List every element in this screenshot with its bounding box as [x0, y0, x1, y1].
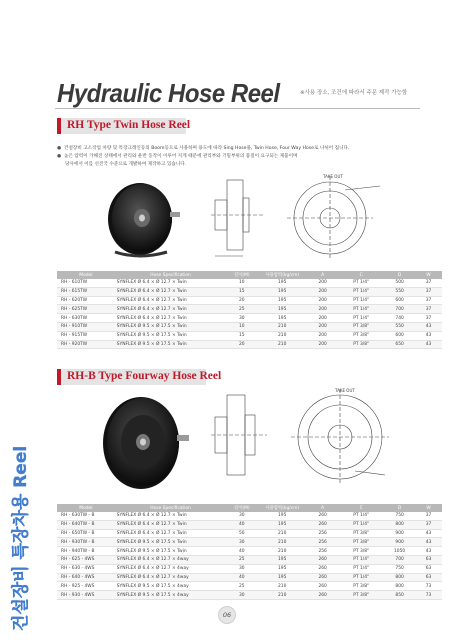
table-cell: 30: [226, 538, 257, 547]
table-cell: PT 1/4": [338, 314, 384, 323]
column-header: A: [307, 504, 338, 512]
table-cell: PT 3/8": [338, 340, 384, 349]
table-row: [57, 314, 442, 323]
table-cell: RH - 910TW: [57, 322, 115, 331]
column-header: C: [338, 504, 384, 512]
page-title: Hydraulic Hose Reel: [57, 78, 280, 108]
table-cell: 210: [257, 547, 307, 556]
table-cell: SYNFLEX Ø 6.4 × Ø 12.7 × Twin: [115, 520, 227, 529]
table-cell: 260: [307, 591, 338, 600]
table-cell: PT 1/4": [338, 512, 384, 520]
table-cell: 260: [307, 573, 338, 582]
table-cell: SYNFLEX Ø 6.4 × Ø 12.7 × Twin: [115, 296, 227, 305]
column-header: Hose Specification: [115, 504, 227, 512]
table-cell: 800: [384, 582, 415, 591]
column-header: Hose Specification: [115, 271, 227, 279]
table-row: [57, 591, 442, 600]
table-cell: 73: [415, 591, 442, 600]
table-cell: 40: [226, 520, 257, 529]
table-header-row: [57, 504, 442, 512]
table-cell: 210: [257, 582, 307, 591]
take-out-label: TAKE OUT: [323, 174, 343, 179]
table-cell: 210: [257, 538, 307, 547]
table-cell: 200: [307, 279, 338, 287]
table-cell: 30: [226, 314, 257, 323]
table-row: [57, 538, 442, 547]
table-row: [57, 547, 442, 556]
table-cell: 37: [415, 279, 442, 287]
table-cell: SYNFLEX Ø 6.4 × Ø 12.7 × 4way: [115, 573, 227, 582]
table-cell: 850: [384, 591, 415, 600]
table-cell: 900: [384, 538, 415, 547]
table-cell: 50: [226, 529, 257, 538]
table-cell: 260: [307, 564, 338, 573]
column-header: 길이(M): [226, 271, 257, 279]
description-line: ● 건설장비 고소작업 차량 및 특장크레인등의 Boom등으로 사용하며 용도에 따라 Sing Hose용, Twin Hose, Four Way Hose로 나뉘어 집니다.: [57, 146, 350, 151]
table-cell: 800: [384, 573, 415, 582]
side-category-label: 건설장비 특장차용 Reel: [11, 445, 31, 631]
table-row: [57, 529, 442, 538]
table-cell: PT 1/4": [338, 279, 384, 287]
table-cell: PT 3/8": [338, 582, 384, 591]
table-cell: 260: [307, 582, 338, 591]
table-cell: 500: [384, 279, 415, 287]
table-cell: 195: [257, 564, 307, 573]
table-cell: 750: [384, 564, 415, 573]
table-cell: RH - 610TW: [57, 279, 115, 287]
table-cell: 43: [415, 322, 442, 331]
table-cell: SYNFLEX Ø 6.4 × Ø 12.7 × Twin: [115, 512, 227, 520]
table-cell: PT 1/4": [338, 287, 384, 296]
table-cell: SYNFLEX Ø 6.4 × Ø 12.7 × 4way: [115, 564, 227, 573]
table-cell: 256: [307, 547, 338, 556]
table-cell: 260: [307, 555, 338, 564]
table-cell: 195: [257, 287, 307, 296]
table-row: [57, 287, 442, 296]
table-cell: PT 3/8": [338, 331, 384, 340]
table-cell: RH - 625 - 4WS: [57, 555, 115, 564]
table-cell: 20: [226, 296, 257, 305]
table-cell: 1050: [384, 547, 415, 556]
side-category-text: [4, 395, 34, 635]
table-cell: 25: [226, 305, 257, 314]
bullet-icon: ●: [57, 154, 62, 159]
table-cell: 210: [257, 529, 307, 538]
table-cell: 37: [415, 305, 442, 314]
table-cell: RH - 930TW - B: [57, 538, 115, 547]
table-cell: SYNFLEX Ø 9.5 × Ø 17.5 × Twin: [115, 331, 227, 340]
title-divider: [55, 108, 420, 109]
section-heading-fourway: [57, 369, 222, 385]
table-cell: 195: [257, 573, 307, 582]
table-cell: 740: [384, 314, 415, 323]
table-cell: PT 3/8": [338, 529, 384, 538]
fourway-spec-body: [57, 512, 442, 599]
table-cell: 195: [257, 314, 307, 323]
section-heading-twin: [57, 118, 191, 134]
table-cell: 37: [415, 287, 442, 296]
table-cell: 43: [415, 538, 442, 547]
table-cell: PT 3/8": [338, 547, 384, 556]
table-cell: 30: [226, 512, 257, 520]
table-cell: SYNFLEX Ø 9.5 × Ø 17.5 × Twin: [115, 538, 227, 547]
table-cell: 550: [384, 322, 415, 331]
table-cell: SYNFLEX Ø 6.4 × Ø 12.7 × Twin: [115, 314, 227, 323]
column-header: D: [384, 271, 415, 279]
table-row: [57, 340, 442, 349]
table-cell: 73: [415, 582, 442, 591]
twin-hose-reel-drawing: [205, 172, 435, 267]
table-cell: 37: [415, 314, 442, 323]
column-header: A: [307, 271, 338, 279]
column-header: Model: [57, 271, 115, 279]
fourway-hose-reel-photo: [95, 385, 195, 495]
table-cell: 210: [257, 331, 307, 340]
section-heading-twin-text: RH Type Twin Hose Reel: [67, 119, 191, 131]
table-cell: 37: [415, 520, 442, 529]
table-cell: 210: [257, 322, 307, 331]
table-cell: 195: [257, 512, 307, 520]
table-cell: 260: [307, 520, 338, 529]
table-cell: 200: [307, 287, 338, 296]
page-number: 06: [218, 606, 236, 624]
table-row: [57, 512, 442, 520]
column-header: Model: [57, 504, 115, 512]
table-cell: SYNFLEX Ø 9.5 × Ø 17.5 × Twin: [115, 322, 227, 331]
table-cell: 20: [226, 340, 257, 349]
table-cell: 40: [226, 547, 257, 556]
table-cell: 43: [415, 331, 442, 340]
table-cell: 195: [257, 296, 307, 305]
table-cell: RH - 630 - 4WS: [57, 564, 115, 573]
table-cell: SYNFLEX Ø 9.5 × Ø 17.5 × 4way: [115, 591, 227, 600]
table-cell: 40: [226, 573, 257, 582]
table-cell: SYNFLEX Ø 6.4 × Ø 12.7 × 4way: [115, 555, 227, 564]
table-cell: PT 1/4": [338, 564, 384, 573]
table-cell: 700: [384, 555, 415, 564]
table-cell: SYNFLEX Ø 6.4 × Ø 12.7 × Twin: [115, 279, 227, 287]
table-row: [57, 573, 442, 582]
table-cell: 195: [257, 305, 307, 314]
twin-hose-reel-photo: [95, 172, 185, 262]
column-header: 길이(M): [226, 504, 257, 512]
table-cell: 750: [384, 512, 415, 520]
table-row: [57, 555, 442, 564]
table-cell: RH - 940TW - B: [57, 547, 115, 556]
table-cell: RH - 925 - 4WS: [57, 582, 115, 591]
table-cell: RH - 620TW: [57, 296, 115, 305]
table-cell: 260: [307, 512, 338, 520]
custom-order-note: ※사용 장소, 조건에 따라서 주문 제작 가능함: [300, 90, 408, 96]
twin-spec-body: [57, 279, 442, 349]
table-row: [57, 322, 442, 331]
table-cell: 30: [226, 564, 257, 573]
table-row: [57, 520, 442, 529]
table-cell: 63: [415, 573, 442, 582]
table-cell: RH - 650TW - B: [57, 529, 115, 538]
table-cell: RH - 630TW - B: [57, 512, 115, 520]
table-cell: 15: [226, 287, 257, 296]
table-cell: 200: [307, 322, 338, 331]
table-cell: PT 3/8": [338, 322, 384, 331]
table-cell: SYNFLEX Ø 6.4 × Ø 12.7 × Twin: [115, 305, 227, 314]
table-cell: SYNFLEX Ø 9.5 × Ø 17.5 × Twin: [115, 340, 227, 349]
table-cell: RH - 920TW: [57, 340, 115, 349]
table-row: [57, 296, 442, 305]
table-cell: SYNFLEX Ø 9.5 × Ø 17.5 × 4way: [115, 582, 227, 591]
table-cell: 43: [415, 529, 442, 538]
table-cell: 10: [226, 322, 257, 331]
table-cell: PT 1/4": [338, 296, 384, 305]
table-cell: SYNFLEX Ø 6.4 × Ø 12.7 × Twin: [115, 529, 227, 538]
column-header: C: [338, 271, 384, 279]
column-header: 사용압력(kg/cm): [257, 504, 307, 512]
table-cell: RH - 625TW: [57, 305, 115, 314]
table-cell: PT 3/8": [338, 538, 384, 547]
table-cell: 550: [384, 287, 415, 296]
table-header-row: [57, 271, 442, 279]
table-cell: PT 1/4": [338, 573, 384, 582]
table-cell: RH - 630TW: [57, 314, 115, 323]
twin-spec-table: [57, 271, 442, 349]
table-cell: PT 1/4": [338, 520, 384, 529]
table-row: [57, 279, 442, 287]
table-cell: 63: [415, 564, 442, 573]
table-cell: 210: [257, 591, 307, 600]
table-cell: 37: [415, 296, 442, 305]
table-cell: 195: [257, 279, 307, 287]
table-cell: 200: [307, 305, 338, 314]
table-cell: 210: [257, 340, 307, 349]
table-cell: 256: [307, 529, 338, 538]
table-cell: RH - 615TW: [57, 287, 115, 296]
table-cell: 10: [226, 279, 257, 287]
table-row: [57, 305, 442, 314]
table-cell: 200: [307, 296, 338, 305]
table-cell: 900: [384, 529, 415, 538]
table-cell: RH - 915TW: [57, 331, 115, 340]
table-cell: 25: [226, 582, 257, 591]
bullet-icon: ●: [57, 146, 62, 151]
column-header: D: [384, 504, 415, 512]
table-cell: 800: [384, 520, 415, 529]
table-cell: 600: [384, 296, 415, 305]
table-cell: 256: [307, 538, 338, 547]
table-cell: 25: [226, 555, 257, 564]
table-cell: PT 3/8": [338, 591, 384, 600]
table-cell: SYNFLEX Ø 6.4 × Ø 12.7 × Twin: [115, 287, 227, 296]
table-cell: 700: [384, 305, 415, 314]
description-line: 당사에서 이를 선진국 수준으로 개발하여 제작하고 있습니다.: [65, 162, 187, 167]
table-cell: 195: [257, 555, 307, 564]
table-cell: 43: [415, 547, 442, 556]
column-header: W: [415, 504, 442, 512]
description-line: ● 높은 압력이 가해진 상태에서 관리와 운반 동작이 이루어 지게 때문에 관리부와 기밀부위의 품질이 요구되는 제품이며: [57, 154, 298, 159]
table-row: [57, 582, 442, 591]
table-cell: RH - 640TW - B: [57, 520, 115, 529]
table-cell: RH - 640 - 4WS: [57, 573, 115, 582]
table-cell: 600: [384, 331, 415, 340]
table-cell: 15: [226, 331, 257, 340]
table-cell: PT 1/4": [338, 305, 384, 314]
column-header: 사용압력(kg/cm): [257, 271, 307, 279]
table-row: [57, 564, 442, 573]
table-cell: 195: [257, 520, 307, 529]
table-cell: 200: [307, 340, 338, 349]
table-row: [57, 331, 442, 340]
section-heading-fourway-text: RH-B Type Fourway Hose Reel: [67, 370, 222, 382]
product-description: [57, 145, 427, 169]
table-cell: 200: [307, 331, 338, 340]
table-cell: RH - 930 - 4WS: [57, 591, 115, 600]
table-cell: 37: [415, 512, 442, 520]
table-cell: PT 1/4": [338, 555, 384, 564]
take-out-label: TAKE OUT: [335, 388, 355, 393]
fourway-hose-reel-drawing: [205, 385, 435, 490]
table-cell: 200: [307, 314, 338, 323]
table-cell: 63: [415, 555, 442, 564]
table-cell: 650: [384, 340, 415, 349]
column-header: W: [415, 271, 442, 279]
fourway-spec-table: [57, 504, 442, 600]
table-cell: 30: [226, 591, 257, 600]
table-cell: 43: [415, 340, 442, 349]
table-cell: SYNFLEX Ø 9.5 × Ø 17.5 × Twin: [115, 547, 227, 556]
